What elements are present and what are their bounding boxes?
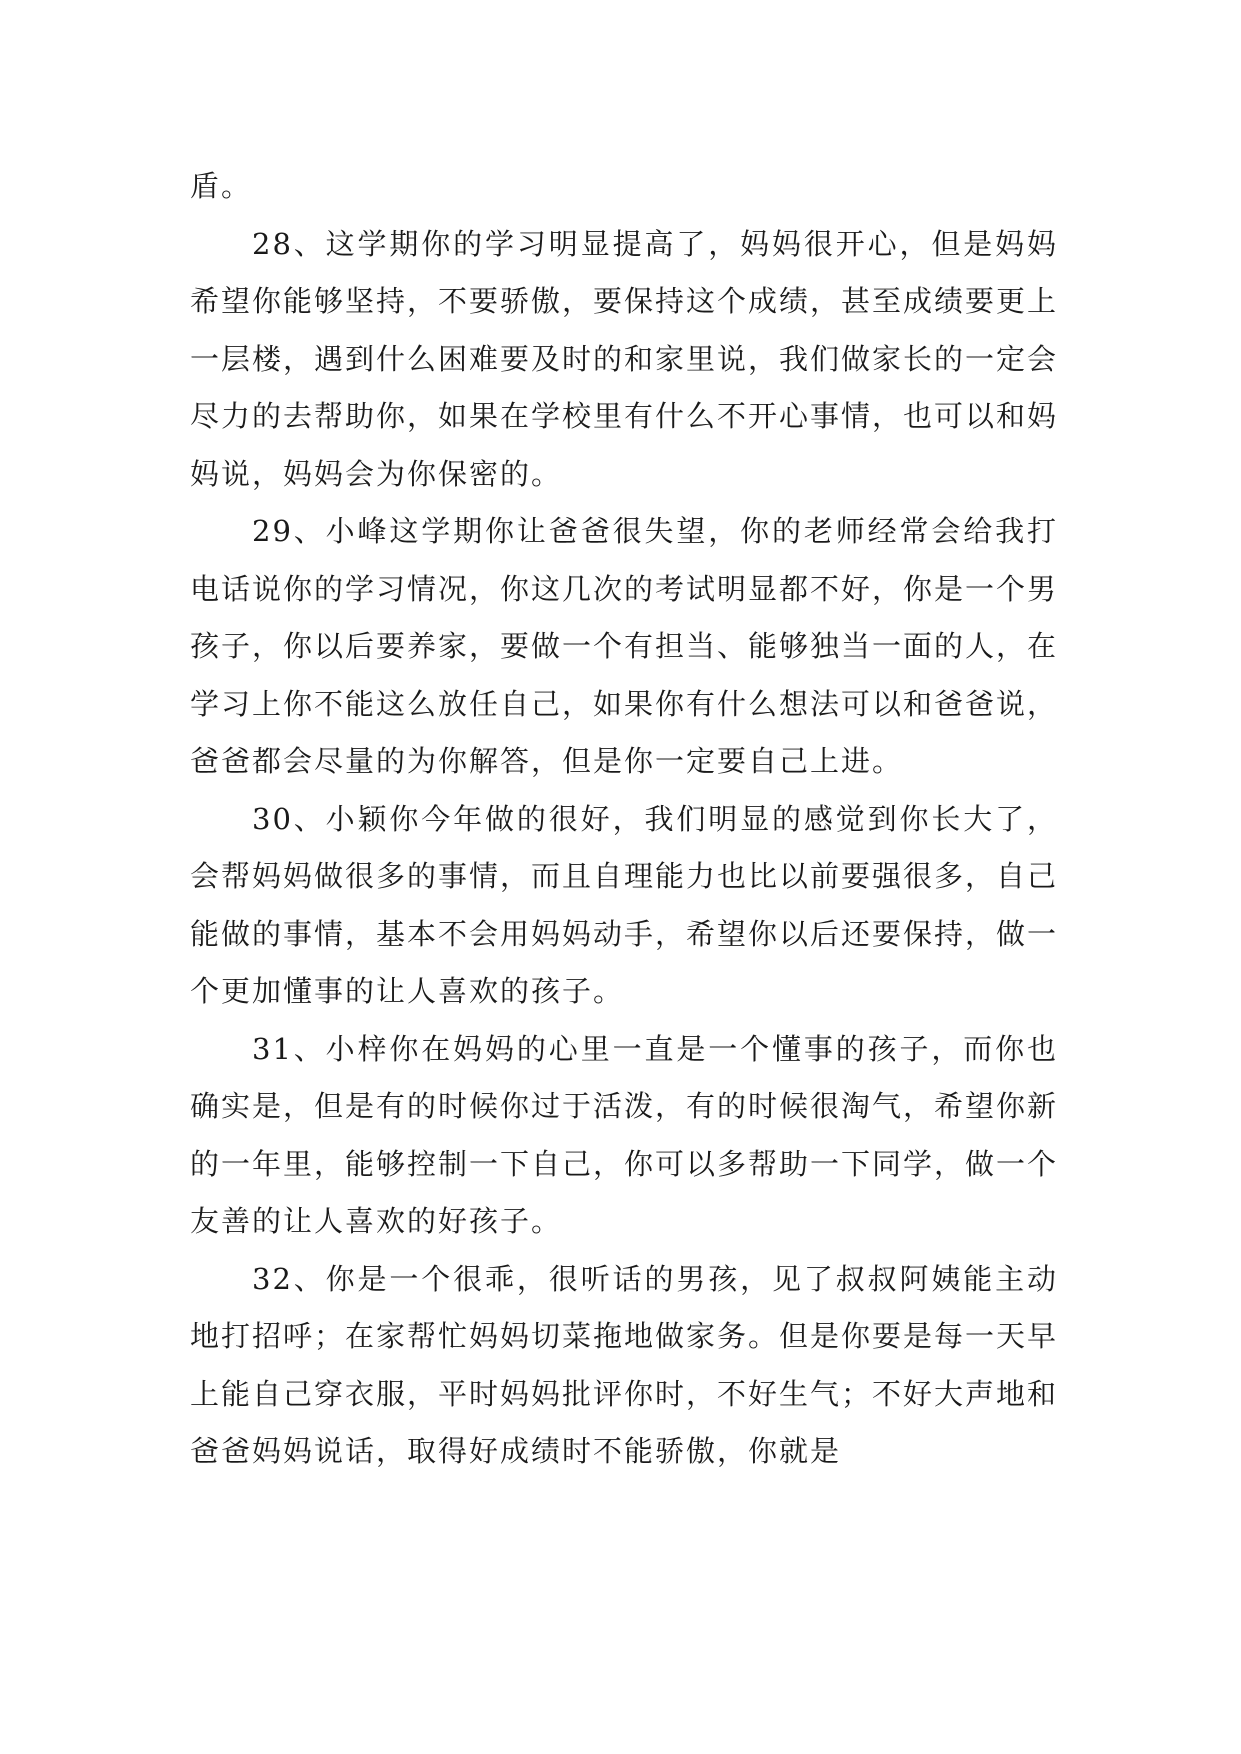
paragraph: 31、小梓你在妈妈的心里一直是一个懂事的孩子，而你也确实是，但是有的时候你过于活泼，有的时候很淘气，希望你新的一年里，能够控制一下自己，你可以多帮助一下同学，做一个友善的让人喜欢的好孩子。: [190, 1031, 1059, 1238]
paragraph: 29、小峰这学期你让爸爸很失望，你的老师经常会给我打电话说你的学习情况，你这几次的考试明显都不好，你是一个男孩子，你以后要养家，要做一个有担当、能够独当一面的人，在学习上你不能这么放任自己，如果你有什么想法可以和爸爸说，爸爸都会尽量的为你解答，但是你一定要自己上进。: [190, 514, 1059, 778]
paragraph: 32、你是一个很乖，很听话的男孩，见了叔叔阿姨能主动地打招呼；在家帮忙妈妈切菜拖地做家务。但是你要是每一天早上能自己穿衣服，平时妈妈批评你时，不好生气；不好大声地和爸爸妈妈说话，取得好成绩时不能骄傲，你就是: [190, 1261, 1059, 1468]
paragraph: 28、这学期你的学习明显提高了，妈妈很开心，但是妈妈希望你能够坚持，不要骄傲，要保持这个成绩，甚至成绩要更上一层楼，遇到什么困难要及时的和家里说，我们做家长的一定会尽力的去帮助你，如果在学校里有什么不开心事情，也可以和妈妈说，妈妈会为你保密的。: [190, 226, 1059, 491]
paragraph: 盾。: [190, 169, 253, 203]
document-page: [190, 158, 1058, 1481]
paragraph: 30、小颖你今年做的很好，我们明显的感觉到你长大了，会帮妈妈做很多的事情，而且自理能力也比以前要强很多，自己能做的事情，基本不会用妈妈动手，希望你以后还要保持，做一个更加懂事的让人喜欢的孩子。: [190, 801, 1059, 1008]
